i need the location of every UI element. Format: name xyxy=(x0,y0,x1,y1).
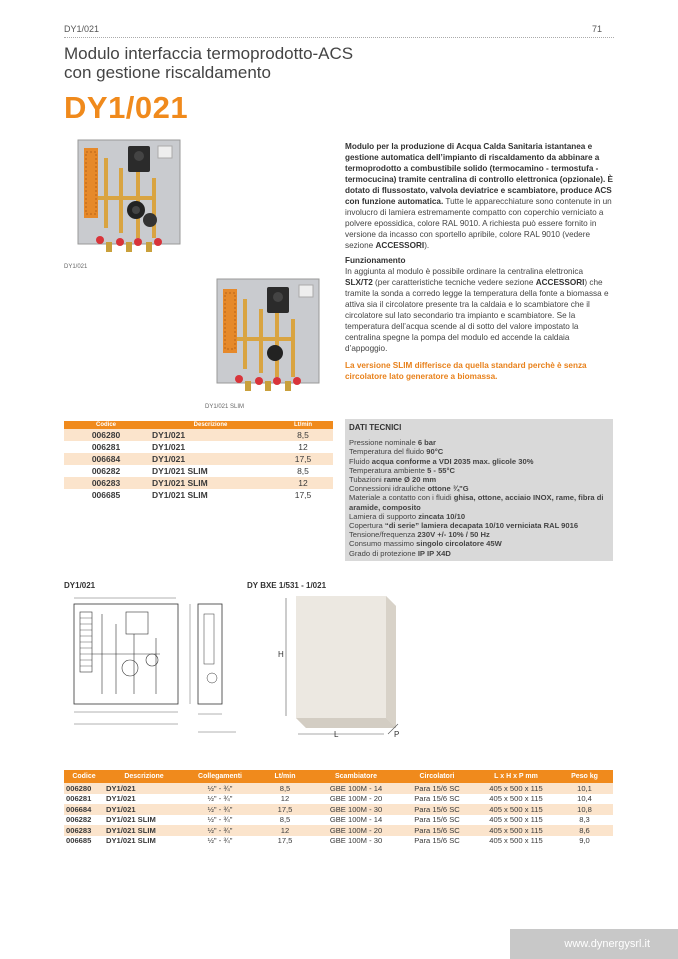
cell2-peso: 10,8 xyxy=(556,804,613,815)
cell-ltmin: 17,5 xyxy=(273,489,333,501)
cell-codice: 006685 xyxy=(64,489,148,501)
tech-label: Connessioni idrauliche xyxy=(349,484,428,494)
cell2-collegamenti: ½" - ¾" xyxy=(184,825,256,836)
cell2-ltmin: 8,5 xyxy=(256,783,314,794)
intro-end: ). xyxy=(424,241,430,250)
tech-row xyxy=(349,466,609,475)
cell2-collegamenti: ½" - ¾" xyxy=(184,836,256,847)
intro-bold: Modulo per la produzione di Acqua Calda Sanitaria istantanea e gestione automatica dell’impianto di riscaldamento da abbinare a termoprodotto a combustibile solido (termocamino - termostufa - termocucina) tramite centralina di controllo elettronica (opzionale). È dotato di flussostato, valvola deviatrice e scambiatore, produce ACS con funzione automatica. xyxy=(345,142,613,206)
cell2-ltmin: 12 xyxy=(256,794,314,805)
subtitle-line-2: con gestione riscaldamento xyxy=(64,63,271,82)
intro-paragraph xyxy=(345,141,613,251)
cell2-peso: 8,6 xyxy=(556,825,613,836)
th2-circolatori: Circolatori xyxy=(398,770,476,783)
cell2-peso: 8,3 xyxy=(556,815,613,826)
cell-descrizione: DY1/021 xyxy=(148,441,273,453)
product-code-title: DY1/021 xyxy=(64,90,189,125)
tech-label: Grado di protezione xyxy=(349,548,418,558)
cell-codice: 006280 xyxy=(64,429,148,441)
codes-table-body xyxy=(64,429,333,501)
cell2-scambiatore: GBE 100M - 30 xyxy=(314,804,398,815)
cell2-peso: 10,1 xyxy=(556,783,613,794)
tech-row xyxy=(349,539,609,548)
specs-table xyxy=(64,770,613,846)
cell2-dimensioni: 405 x 500 x 115 xyxy=(476,825,556,836)
cell2-circolatori: Para 15/6 SC xyxy=(398,783,476,794)
th2-collegamenti: Collegamenti xyxy=(184,770,256,783)
tech-value: acqua conforme a VDI 2035 max. glicole 30% xyxy=(371,456,534,466)
product-photo-standard xyxy=(76,138,184,256)
cell2-dimensioni: 405 x 500 x 115 xyxy=(476,815,556,826)
cell2-dimensioni: 405 x 500 x 115 xyxy=(476,804,556,815)
tech-rows xyxy=(349,438,609,558)
cell2-circolatori: Para 15/6 SC xyxy=(398,836,476,847)
header-code: DY1/021 xyxy=(64,24,100,34)
cell2-descrizione: DY1/021 xyxy=(104,794,184,805)
codes-table-row xyxy=(64,477,333,489)
cell2-scambiatore: GBE 100M - 14 xyxy=(314,815,398,826)
intro-text: Tutte le apparecchiature sono contenute in un involucro di lamiera estremamente compatto con coperchio verniciato a polvere epossidica, colore RAL 9010. A richiesta può essere fornito in versione da incasso con sportello apribile, colore RAL 9010 (vedere sezione xyxy=(345,197,612,250)
cell-ltmin: 12 xyxy=(273,477,333,489)
specs-table-row xyxy=(64,783,613,794)
tech-heading: DATI TECNICI xyxy=(349,423,402,432)
specs-table-row xyxy=(64,815,613,826)
tech-value: ghisa, ottone, acciaio INOX, rame, fibra di aramide, composito xyxy=(349,493,604,512)
cell2-codice: 006282 xyxy=(64,815,104,826)
cell-descrizione: DY1/021 SLIM xyxy=(148,465,273,477)
cell-ltmin: 8,5 xyxy=(273,465,333,477)
drawing-label-right: DY BXE 1/531 - 1/021 xyxy=(247,581,327,590)
th2-descrizione: Descrizione xyxy=(104,770,184,783)
tech-row xyxy=(349,549,609,558)
specs-table-row xyxy=(64,794,613,805)
cell2-descrizione: DY1/021 xyxy=(104,804,184,815)
tech-data-box xyxy=(345,419,613,561)
tech-value: ottone ¾"G xyxy=(427,484,469,494)
cell2-collegamenti: ½" - ¾" xyxy=(184,783,256,794)
func-text-1: In aggiunta al modulo è possibile ordinare la centralina elettronica xyxy=(345,267,584,276)
cell2-codice: 006684 xyxy=(64,804,104,815)
cell2-ltmin: 17,5 xyxy=(256,836,314,847)
func-text-3: ) che tramite la sonda a corredo legge la temperatura della fonte a biomassa e attiva sia il circolatore presente tra la caldaia e lo scambiatore che il circolatore sul lato secondario tra impianto e scambiatore. Se la temperatura dell’acqua scende al di sotto del valore impostato la centralina spegne la pompa del modulo ed accende la caldaia d’appoggio. xyxy=(345,278,609,353)
th2-dimensioni: L x H x P mm xyxy=(476,770,556,783)
func-paragraph xyxy=(345,266,613,354)
cell2-circolatori: Para 15/6 SC xyxy=(398,794,476,805)
cell2-circolatori: Para 15/6 SC xyxy=(398,815,476,826)
tech-value: 90°C xyxy=(426,447,444,457)
tech-row xyxy=(349,438,609,447)
tech-value: zincata 10/10 xyxy=(418,511,466,521)
cell2-descrizione: DY1/021 SLIM xyxy=(104,836,184,847)
cell2-codice: 006281 xyxy=(64,794,104,805)
specs-table-row xyxy=(64,836,613,847)
footer-url[interactable]: www.dynergysrl.it xyxy=(510,929,678,959)
slim-note: La versione SLIM differisce da quella standard perchè è senza circolatore lato generatore a biomassa. xyxy=(345,361,587,381)
tech-label: Tubazioni xyxy=(349,475,384,485)
cell2-dimensioni: 405 x 500 x 115 xyxy=(476,836,556,847)
page-number: 71 xyxy=(591,24,602,34)
cell2-scambiatore: GBE 100M - 20 xyxy=(314,794,398,805)
tech-label: Materiale a contatto con i fluidi xyxy=(349,493,454,503)
cell2-codice: 006685 xyxy=(64,836,104,847)
cover-drawing xyxy=(278,594,408,744)
specs-table-row xyxy=(64,804,613,815)
th2-codice: Codice xyxy=(64,770,104,783)
cell2-scambiatore: GBE 100M - 14 xyxy=(314,783,398,794)
photo-caption-standard: DY1/021 xyxy=(64,264,88,270)
tech-value: IP IP X4D xyxy=(417,548,451,558)
cell-descrizione: DY1/021 SLIM xyxy=(148,489,273,501)
tech-value: singolo circolatore 45W xyxy=(416,539,502,549)
th2-scambiatore: Scambiatore xyxy=(314,770,398,783)
header-divider xyxy=(64,37,614,38)
cell2-peso: 9,0 xyxy=(556,836,613,847)
technical-drawing xyxy=(64,594,242,744)
tech-label: Tensione/frequenza xyxy=(349,530,418,540)
tech-label: Pressione nominale xyxy=(349,438,418,448)
tech-label: Temperatura ambiente xyxy=(349,465,428,475)
tech-label: Fluido xyxy=(349,456,372,466)
intro-accessori-ref: ACCESSORI xyxy=(375,241,425,250)
cell2-codice: 006280 xyxy=(64,783,104,794)
cell2-collegamenti: ½" - ¾" xyxy=(184,794,256,805)
cell-descrizione: DY1/021 SLIM xyxy=(148,477,273,489)
product-photo-slim xyxy=(213,277,323,397)
cell2-scambiatore: GBE 100M - 20 xyxy=(314,825,398,836)
dim-h: H xyxy=(278,650,284,659)
tech-row xyxy=(349,447,609,456)
tech-row xyxy=(349,530,609,539)
tech-label: Consumo massimo xyxy=(349,539,417,549)
th2-ltmin: Lt/min xyxy=(256,770,314,783)
tech-value: 6 bar xyxy=(417,438,436,448)
th2-peso: Peso kg xyxy=(556,770,613,783)
cell2-descrizione: DY1/021 SLIM xyxy=(104,815,184,826)
tech-label: Copertura xyxy=(349,521,385,531)
cell-codice: 006282 xyxy=(64,465,148,477)
cell-ltmin: 12 xyxy=(273,441,333,453)
specs-table-row xyxy=(64,825,613,836)
tech-label: Temperatura del fluido xyxy=(349,447,427,457)
cell2-circolatori: Para 15/6 SC xyxy=(398,804,476,815)
cell2-ltmin: 17,5 xyxy=(256,804,314,815)
cell2-dimensioni: 405 x 500 x 115 xyxy=(476,783,556,794)
cell2-ltmin: 8,5 xyxy=(256,815,314,826)
th-descrizione: Descrizione xyxy=(148,421,273,429)
codes-table-row xyxy=(64,453,333,465)
func-slx: SLX/T2 xyxy=(345,278,373,287)
dim-p: P xyxy=(394,730,400,739)
cell2-descrizione: DY1/021 SLIM xyxy=(104,825,184,836)
codes-table-row xyxy=(64,429,333,441)
cell2-collegamenti: ½" - ¾" xyxy=(184,804,256,815)
func-text-2: (per caratteristiche tecniche vedere sezione xyxy=(372,278,536,287)
th-ltmin: Lt/min xyxy=(273,421,333,429)
tech-row xyxy=(349,475,609,484)
tech-value: 5 - 55°C xyxy=(427,465,456,475)
func-accessori-ref: ACCESSORI xyxy=(535,278,585,287)
subtitle-line-1: Modulo interfaccia termoprodotto-ACS xyxy=(64,44,354,63)
cell2-codice: 006283 xyxy=(64,825,104,836)
th-codice: Codice xyxy=(64,421,148,429)
cell2-dimensioni: 405 x 500 x 115 xyxy=(476,794,556,805)
cell2-ltmin: 12 xyxy=(256,825,314,836)
cell2-scambiatore: GBE 100M - 30 xyxy=(314,836,398,847)
tech-value: rame Ø 20 mm xyxy=(383,475,437,485)
dim-l: L xyxy=(334,730,339,739)
tech-row xyxy=(349,521,609,530)
codes-table-row xyxy=(64,465,333,477)
cell-codice: 006281 xyxy=(64,441,148,453)
codes-table xyxy=(64,421,333,501)
cell-ltmin: 17,5 xyxy=(273,453,333,465)
tech-value: “di serie” lamiera decapata 10/10 verniciata RAL 9016 xyxy=(384,521,579,531)
cell2-descrizione: DY1/021 xyxy=(104,783,184,794)
cell-codice: 006283 xyxy=(64,477,148,489)
func-heading: Funzionamento xyxy=(345,256,406,265)
cell-descrizione: DY1/021 xyxy=(148,429,273,441)
codes-table-row xyxy=(64,441,333,453)
cell-ltmin: 8,5 xyxy=(273,429,333,441)
cell2-collegamenti: ½" - ¾" xyxy=(184,815,256,826)
page-subtitle xyxy=(64,44,353,82)
cell2-peso: 10,4 xyxy=(556,794,613,805)
cell-descrizione: DY1/021 xyxy=(148,453,273,465)
tech-row xyxy=(349,493,609,511)
drawing-label-left: DY1/021 xyxy=(64,581,96,590)
tech-row xyxy=(349,484,609,493)
tech-row xyxy=(349,457,609,466)
product-description xyxy=(345,141,613,382)
cell-codice: 006684 xyxy=(64,453,148,465)
tech-value: 230V +/- 10% / 50 Hz xyxy=(417,530,490,540)
tech-row xyxy=(349,512,609,521)
specs-table-body xyxy=(64,783,613,846)
photo-caption-slim: DY1/021 SLIM xyxy=(205,404,245,410)
tech-label: Lamiera di supporto xyxy=(349,511,419,521)
cell2-circolatori: Para 15/6 SC xyxy=(398,825,476,836)
codes-table-row xyxy=(64,489,333,501)
